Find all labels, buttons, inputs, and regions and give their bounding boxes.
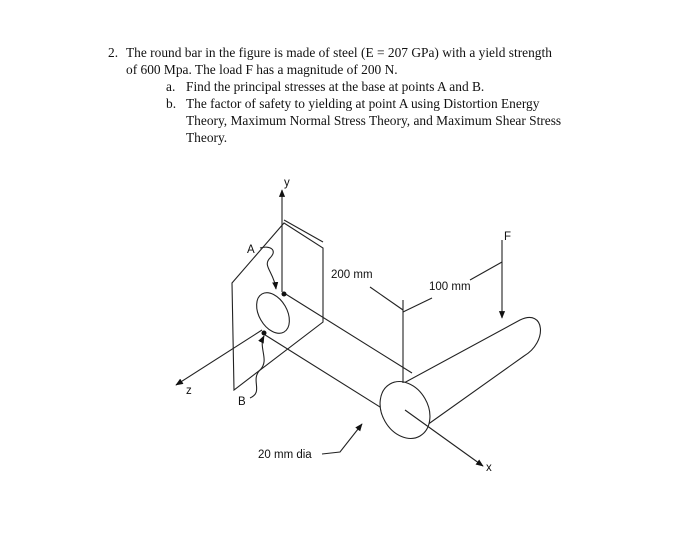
dim-100-leader [403, 298, 432, 312]
point-a-leader [260, 247, 276, 289]
point-a-label: A [247, 244, 255, 256]
x-axis-label: x [486, 462, 492, 474]
point-b-leader [250, 336, 264, 398]
part-a-label: a. [166, 79, 176, 94]
point-b-dot [262, 331, 267, 336]
dim-200-leader [370, 287, 403, 310]
force-label: F [504, 231, 512, 243]
problem-line-1: The round bar in the figure is made of steel (E = 207 GPa) with a yield strength [126, 45, 552, 60]
dim-200-label: 200 mm [331, 269, 373, 281]
cylinder-main-end [250, 287, 296, 339]
problem-number: 2. [108, 45, 119, 60]
dim-100-label: 100 mm [429, 281, 471, 293]
part-b-line-1: The factor of safety to yielding at point A using Distortion Energy [186, 96, 540, 111]
problem-line-2: of 600 Mpa. The load F has a magnitude of 200 N. [126, 62, 398, 77]
part-b-line-3: Theory. [186, 130, 228, 145]
part-a-text: Find the principal stresses at the base at points A and B. [186, 79, 485, 94]
diameter-label: 20 mm dia [258, 449, 312, 461]
z-axis [176, 330, 262, 385]
point-a-dot [282, 292, 287, 297]
part-b-line-2: Theory, Maximum Normal Stress Theory, and Maximum Shear Stress [186, 113, 562, 128]
dim-100-ext [470, 262, 502, 280]
dim-200-ext-1 [284, 220, 323, 242]
part-b-label: b. [166, 96, 177, 111]
y-axis-label: y [284, 177, 290, 189]
z-axis-label: z [186, 385, 192, 397]
diameter-leader [322, 424, 362, 454]
point-b-label: B [238, 396, 246, 408]
